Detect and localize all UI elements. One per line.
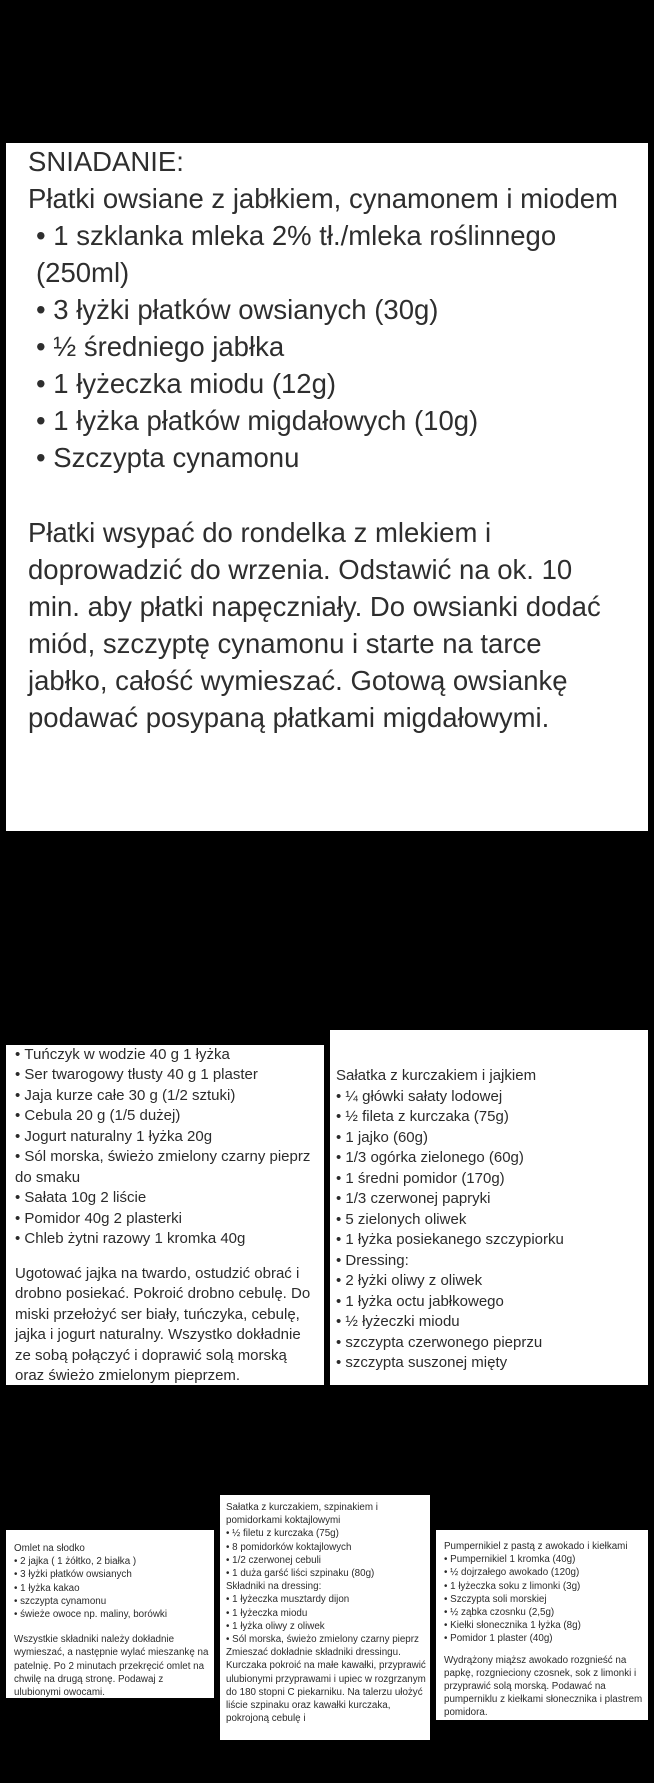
recipe-title: Sałatka z kurczakiem i jajkiem [336, 1067, 537, 1084]
ingredient-item: • 1 średni pomidor (170g) [336, 1169, 640, 1190]
ingredient-item: • świeże owoce np. maliny, borówki [14, 1608, 210, 1621]
redaction-block [436, 1720, 648, 1782]
ingredient-item: • Dressing: [336, 1251, 640, 1272]
recipe-method: Zmieszać dokładnie składniki dressingu. Kurczaka pokroić na małe kawałki, przyprawić ulubionymi przyprawami i upiec w rozgrzanym do 180 stopni C piekarniku. Na talerzu ułożyć liście szpinaku oraz kawałki kurczaka, pokrojoną cebulę i [226, 1647, 426, 1725]
recipe-method: Ugotować jajka na twardo, ostudzić obrać i drobno posiekać. Pokroić drobno cebulę. Do miski przełożyć ser biały, tuńczyka, cebulę, jajka i jogurt naturalny. Wszystko dokładnie ze sobą połączyć i doprawić solą morską oraz świeżo zmielonym pieprzem. [15, 1264, 311, 1384]
ingredient-item: • Pomidor 40g 2 plasterki [15, 1209, 316, 1230]
ingredient-item: • Pumpernikiel 1 kromka (40g) [444, 1553, 644, 1566]
ingredient-item: • 1 łyżka posiekanego szczypiorku [336, 1230, 640, 1251]
ingredient-item: • 1 łyżeczka musztardy dijon [226, 1593, 426, 1606]
ingredient-item: • 1 łyżka płatków migdałowych (10g) [28, 402, 628, 439]
ingredient-item: • 1 łyżeczka soku z limonki (3g) [444, 1580, 644, 1593]
redaction-block [220, 1740, 430, 1782]
ingredient-item: • Cebula 20 g (1/5 dużej) [15, 1106, 316, 1127]
ingredient-item: • 1 łyżeczka miodu [226, 1607, 426, 1620]
dressing-list [226, 1593, 426, 1646]
ingredient-item: • szczypta czerwonego pieprzu [336, 1333, 640, 1354]
ingredient-item: • ½ dojrzałego awokado (120g) [444, 1566, 644, 1579]
ingredient-item: • Szczypta soli morskiej [444, 1593, 644, 1606]
ingredient-item: • Sałata 10g 2 liście [15, 1188, 316, 1209]
ingredient-item: • ½ filetu z kurczaka (75g) [226, 1527, 426, 1540]
redaction-block [6, 1698, 214, 1782]
ingredient-list [15, 1045, 316, 1250]
ingredient-list [226, 1527, 426, 1580]
chicken-egg-salad-card [330, 1030, 648, 1385]
ingredient-item: • 1 łyżka octu jabłkowego [336, 1292, 640, 1313]
ingredient-list [336, 1087, 640, 1374]
recipe-title: Pumpernikiel z pastą z awokado i kiełkami [444, 1541, 628, 1552]
redaction-block [6, 975, 324, 1045]
ingredient-list [14, 1555, 210, 1621]
breakfast-recipe-card [6, 143, 648, 831]
ingredient-item: • 1 szklanka mleka 2% tł./mleka roślinnego (250ml) [28, 217, 628, 291]
ingredient-item: • Jaja kurze całe 30 g (1/2 sztuki) [15, 1086, 316, 1107]
ingredient-item: • Kiełki słonecznika 1 łyżka (8g) [444, 1619, 644, 1632]
ingredient-item: • ½ fileta z kurczaka (75g) [336, 1107, 640, 1128]
ingredient-item: • 5 zielonych oliwek [336, 1210, 640, 1231]
ingredient-item: • Chleb żytni razowy 1 kromka 40g [15, 1229, 316, 1250]
recipe-method: Wydrążony miąższ awokado rozgnieść na papkę, rozgnieciony czosnek, sok z limonki i przyprawić solą morską. Podawać na pumperniklu z kiełkami słonecznika i plastrem pomidora. [444, 1654, 643, 1719]
ingredient-item: • 1/3 ogórka zielonego (60g) [336, 1148, 640, 1169]
ingredient-item: • ½ średniego jabłka [28, 328, 628, 365]
pumpernickel-card [436, 1530, 648, 1782]
sweet-omelette-card [6, 1530, 214, 1782]
ingredient-item: • ½ łyżeczki miodu [336, 1312, 640, 1333]
ingredient-list [444, 1553, 644, 1645]
meal-heading: SNIADANIE: [28, 146, 184, 177]
redaction-block [330, 975, 648, 1030]
ingredient-item: • szczypta suszonej mięty [336, 1353, 640, 1374]
recipe-method: Wszystkie składniki należy dokładnie wymieszać, a następnie wylać mieszankę na patelnię. Po 2 minutach przekręcić omlet na chwilę na drugą stronę. Podawaj z ulubionymi owocami. [14, 1634, 209, 1699]
dressing-label: Składniki na dressing: [226, 1581, 322, 1593]
ingredient-item: • 8 pomidorków koktajlowych [226, 1541, 426, 1554]
ingredient-item: • ½ ząbka czosnku (2,5g) [444, 1606, 644, 1619]
ingredient-item: • Sól morska, świeżo zmielony czarny pieprz do smaku [15, 1147, 316, 1188]
ingredient-item: • 3 łyżki płatków owsianych (30g) [28, 291, 628, 328]
ingredient-item: • 1/3 czerwonej papryki [336, 1189, 640, 1210]
ingredient-item: • 2 jajka ( 1 żółtko, 2 białka ) [14, 1555, 210, 1568]
ingredient-item: • Szczypta cynamonu [28, 439, 628, 476]
recipe-method: Płatki wsypać do rondelka z mlekiem i doprowadzić do wrzenia. Odstawić na ok. 10 min. aby płatki napęczniały. Do owsianki dodać miód, szczyptę cynamonu i starte na tarce jabłko, całość wymieszać. Gotową owsiankę podawać posypaną płatkami migdałowymi. [28, 517, 601, 733]
ingredient-item: • Pomidor 1 plaster (40g) [444, 1632, 644, 1645]
ingredient-item: • Tuńczyk w wodzie 40 g 1 łyżka [15, 1045, 316, 1066]
spinach-salad-card [220, 1495, 430, 1782]
ingredient-item: • 1/2 czerwonej cebuli [226, 1554, 426, 1567]
tuna-sandwich-card [6, 1030, 324, 1385]
ingredient-list [28, 217, 628, 476]
ingredient-item: • 1 łyżeczka miodu (12g) [28, 365, 628, 402]
ingredient-item: • Sól morska, świeżo zmielony czarny pieprz [226, 1633, 426, 1646]
recipe-title: Płatki owsiane z jabłkiem, cynamonem i miodem [28, 183, 618, 214]
ingredient-item: • ¼ główki sałaty lodowej [336, 1087, 640, 1108]
ingredient-item: • 1 duża garść liści szpinaku (80g) [226, 1567, 426, 1580]
recipe-title: Omlet na słodko [14, 1543, 85, 1554]
ingredient-item: • 1 jajko (60g) [336, 1128, 640, 1149]
ingredient-item: • 3 łyżki płatków owsianych [14, 1568, 210, 1581]
ingredient-item: • Ser twarogowy tłusty 40 g 1 plaster [15, 1065, 316, 1086]
ingredient-item: • 2 łyżki oliwy z oliwek [336, 1271, 640, 1292]
ingredient-item: • szczypta cynamonu [14, 1595, 210, 1608]
ingredient-item: • 1 łyżka kakao [14, 1582, 210, 1595]
ingredient-item: • Jogurt naturalny 1 łyżka 20g [15, 1127, 316, 1148]
ingredient-item: • 1 łyżka oliwy z oliwek [226, 1620, 426, 1633]
recipe-title: Sałatka z kurczakiem, szpinakiem i pomidorkami koktajlowymi [226, 1502, 378, 1527]
